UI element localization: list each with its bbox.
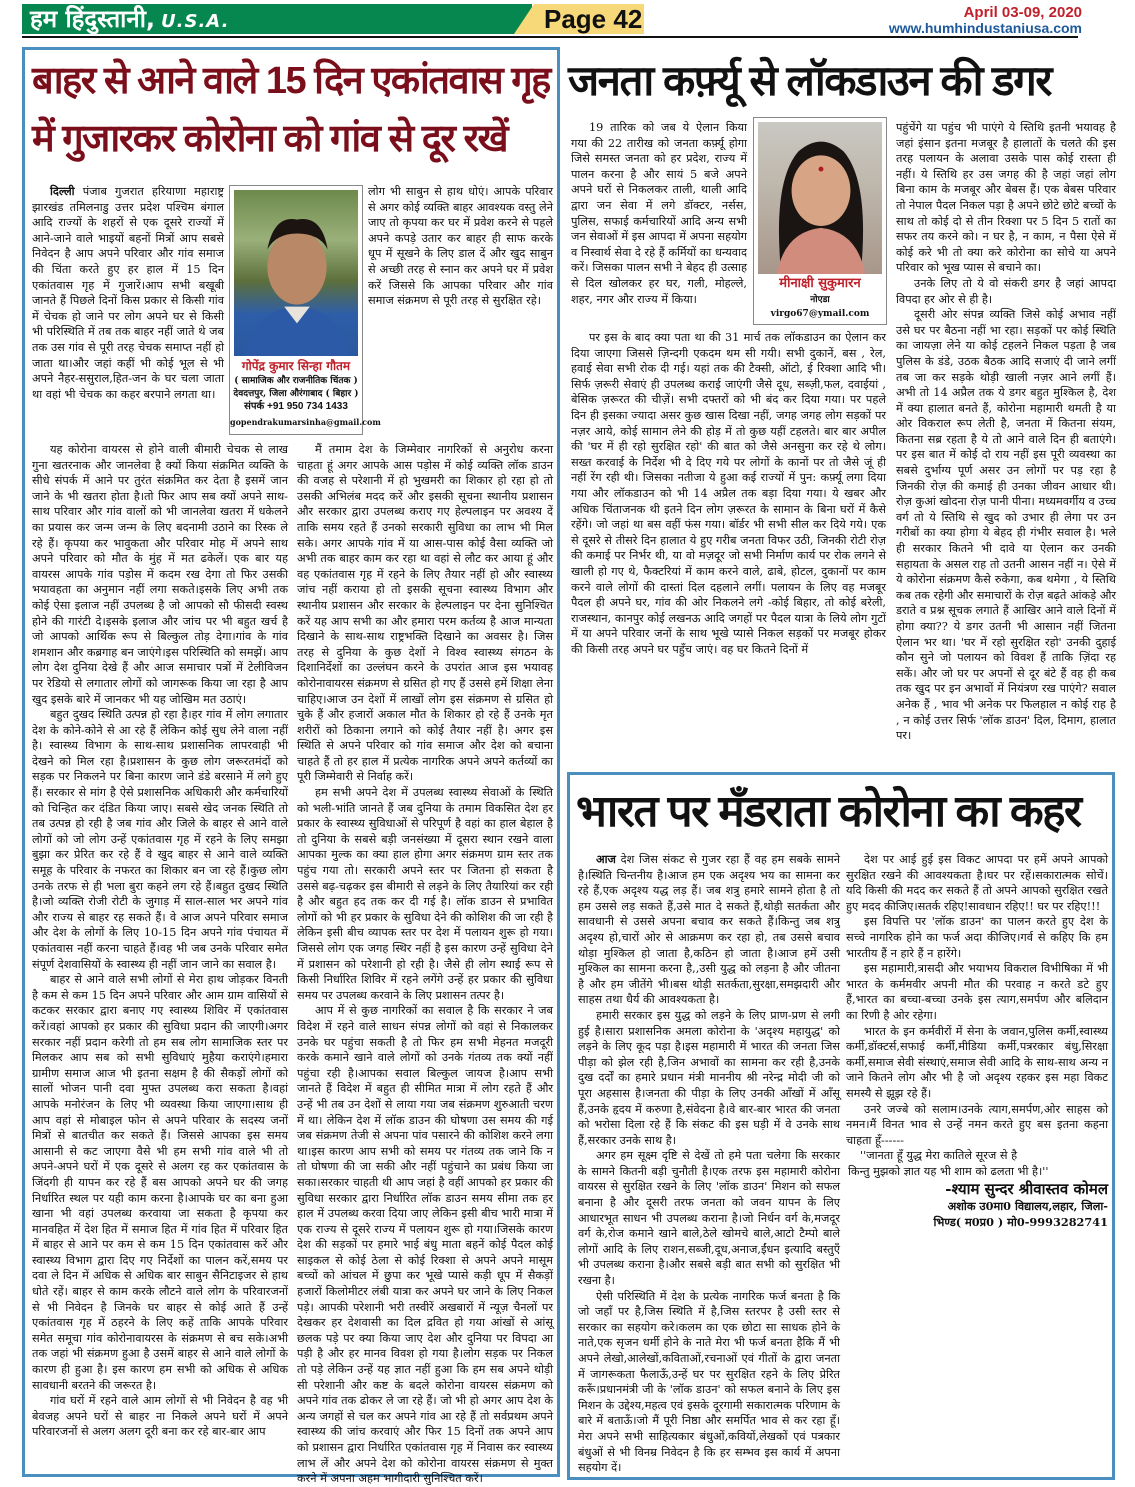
author-place: देवदत्तपुर, जिला औरंगाबाद ( बिहार ) [233,389,359,399]
article-1-column-2-top [368,184,553,436]
paragraph: पंजाब गुजरात हरियाणा महाराष्ट्र झारखंड तमिलनाडु उत्तर प्रदेश पश्चिम बंगाल आदि राज्यों के शहरों से एक दूसरे राज्यों में आने-जाने वाले भाइयों बहनों मित्रों आप सबसे निवेदन है आप अपने परिवार और गांव समाज की चिंता करते हुए हर हाल में 15 दिन एकांतवास गृह में गुजारें।आप सभी बखूबी जानते हैं पिछले दिनों किस प्रकार से किसी गांव में चेचक हो जाने पर लोग अपने घर से किसी भी परिस्थिति में तब तक बाहर नहीं जाते थे जब तक उस गांव से पूरी तरह चेचक समाप्त नहीं हो जाता था।और जहां कहीं भी कोई भूल से भी अपने नैहर-ससुराल,हित-जन के घर चला जाता था वहां भी चेचक का कहर बरपाने लगता था। [32,185,224,401]
paragraph: उनरे जज्बे को सलाम।उनके त्याग,समर्पण,ओर साहस को नमन।मैं विनत भाव से उन्हें नमन करते हुए बस इतना कहना चाहता हूँ------ [846,1102,1108,1147]
verse-line-2: किन्तु मुझको ज्ञात यह भी शाम को ढलता भी है।'' [848,1164,1049,1178]
article-1-headline-line-2: में गुजारकर कोरोना को गांव से दूर रखें [32,118,508,160]
newspaper-name [22,4,532,34]
paragraph: उनके लिए तो ये वो संकरी डगर है जहां आपदा विपदा हर ओर से ही है। [896,276,1116,306]
paragraph: आप में से कुछ नागरिकों का सवाल है कि सरकार ने जब विदेश में रहने वाले साधन संपन्न लोगों को वहां से निकालकर उनके घर पहुंचा सकती है तो फिर हम सभी मेहनत मजदूरी करके कमाने खाने वाले लोगों को उनके गंतव्य तक क्यों नहीं पहुंचा रही है।आपका सवाल बिल्कुल जायज है।आप सभी जानते हैं विदेश में बहुत ही सीमित मात्रा में लोग रहते हैं और उन्हें भी तब उन देशों से लाया गया जब संक्रमण शुरुआती चरण में था। लेकिन देश में लॉक डाउन की घोषणा उस समय की गई जब संक्रमण तेजी से अपना पांव पसारने की कोशिश करने लगा था।इस कारण आप सभी को समय पर गंतव्य तक जाने कि न तो घोषणा की जा सकी और नहीं पहुंचाने का प्रबंध किया जा सका।सरकार चाहती थी आप जहां है वहीं आपको हर प्रकार की सुविधा सरकार द्वारा निर्धारित लॉक डाउन समय सीमा तक हर हाल में उपलब्ध करवा दिया जाए लेकिन इसी बीच भारी मात्रा में एक राज्य से दूसरे राज्य में पलायन शुरू हो गया।जिसके कारण देश की सड़कों पर हमारे भाई बंधु माता बहनें कोई पैदल कोई साइकल से कोई ठेला से कोई रिक्शा से अपने अपने मासूम बच्चों को आंचल में छुपा कर भूखे प्यासे कड़ी धूप में सैकड़ों हजारों किलोमीटर लंबी यात्रा कर अपने घर जाने के लिए निकल पड़े। आपकी परेशानी भरी तस्वीरें अखबारों में न्यूज़ चैनलों पर देखकर हर देशवासी का दिल द्रवित हो गया आंखों से आंसू छलक पड़े पर क्या किया जाए देश और दुनिया पर विपदा आ पड़ी है और हर मानव विवश हो गया है।लोग सड़क पर निकल तो पड़े लेकिन उन्हें यह ज्ञात नहीं हुआ कि हम सब अपने थोड़ी सी परेशानी और कष्ट के बदले कोरोना वायरस संक्रमण को अपने गांव तक ढोकर ले जा रहे हैं। जो भी हो अगर आप देश के अन्य जगहों से चल कर अपने गांव आ रहे हैं तो सर्वप्रथम अपने स्वास्थ्य की जांच करवाएं और फिर 15 दिनों तक अपने आप को प्रशासन द्वारा निर्धारित एकांतवास गृह में निवास कर स्वास्थ्य लाभ लें और अपने देश को कोरोना वायरस संक्रमण से मुक्त करने में अपना अहम भागीदारी सुनिश्चित करें। [297,1004,553,1486]
article-1-column-1 [32,442,288,1472]
article-3-column-2 [846,852,1108,1474]
author-2-photo [758,122,882,274]
masthead-divider-shape [514,4,534,34]
paragraph: लोग भी साबुन से हाथ धोएं। आपके परिवार से अगर कोई व्यक्ति बाहर आवश्यक वस्तु लेने जाए तो कृपया कर घर में प्रवेश करने से पहले अपने कपड़े उतार कर बाहर ही साफ करके धूप में सूखने के लिए डाल दें और खुद साबुन से अच्छी तरह से स्नान कर अपने घर में प्रवेश करें जिससे कि आपका परिवार और गांव समाज संक्रमण से पूरी तरह से सुरक्षित रहे। [368,185,553,308]
signature-name: -श्याम सुन्दर श्रीवास्तव कोमल [945,1180,1108,1199]
verse-line-1: ''जानता हूँ युद्ध मेरा कातिले सूरज से है [860,1149,1018,1163]
signature-line-2: भिण्ड( म0प्र0 ) मो0-9993282741 [933,1215,1108,1230]
person-silhouette-icon [758,122,884,274]
author-role: ( सामाजिक और राजनीतिक चिंतक ) [234,376,358,386]
article-2-headline: जनता कर्फ़्यू से लॉकडाउन की डगर [568,57,1051,104]
masthead [22,4,1122,42]
paragraph: अगर हम सूक्ष्म दृष्टि से देखें तो हमे पता चलेगा कि सरकार के सामने कितनी बड़ी चुनौती है।एक तरफ इस महामारी कोरोना वायरस से सुरक्षित रखने के लिए 'लॉक डाउन' मिशन को सफल बनाना है और दूसरी तरफ जनता को जवन यापन के लिए आधारभूत साधन भी उपलब्ध कराना है।जो निर्धन वर्ग के,मजदूर वर्ग के,रोज कमाने खाने बाले,ठेले खोमचे बाले,आटो टैम्पो बाले लोगों आदि के लिए राशन,सब्जी,दूध,अनाज,ईंधन इत्यादि बस्तुएँ भी उपलब्ध कराना है।और सबसे बड़ी बात सभी को सुरक्षित भी रखना है। [578,1149,840,1288]
newspaper-suffix: U.S.A. [161,11,230,32]
paragraph: पर इस के बाद क्या पता था की 31 मार्च तक लॉकडाउन का ऐलान कर दिया जाएगा जिससे ज़िन्दगी एकदम थम सी गयी। सभी दुकानें, बस , रेल, हवाई सेवा सभी रोक दी गई। यहां तक की टैक्सी, ऑटो, ई रिक्शा आदि भी। सिर्फ ज़रूरी सेवाएं ही उपलब्ध कराई जाएंगी जैसे दूध, सब्ज़ी,फल, दवाईयां , बेसिक ज़रूरत की चीज़ें। सभी दफ्तरों को भी बंद कर दिया गया। पर पहले दिन ही इसका ज्यादा असर कुछ खास दिखा नहीं, जगह जगह लोग सड़कों पर नज़र आये, कोई सामान लेने की होड़ में तो कुछ यहीं टहलते। बार बार अपील की 'घर में ही रहो सुरक्षित रहो' की बात को जैसे अनसुना कर रहे थे लोग। सख्त करवाई के निर्देश भी दे दिए गये पर लोगों के कानों पर तो जैसे जूं ही नहीं रेंग रही थी। जिसका नतीजा ये हुआ कई राज्यों में पुन: कर्फ़्यू लगा दिया गया और लॉकडाउन को भी 14 अप्रैल तक बड़ा दिया गया। ये खबर और अधिक चिंताजनक थी इतने दिन लोग ज़रूरत के सामान के बिना घरों में कैसे रहेंगे। जो जहां था बस वहीं फंस गया। बॉर्डर भी सभी सील कर दिये गये। एक से दूसरे से तीसरे दिन हालात ये हुए गरीब जनता विफर उठी, जिनकी रोटी रोज़ की कमाई पर निर्भर थी, या वो मज़दूर जो सभी निर्माण कार्य पर रोक लगने से खाली हो गए थे, फैक्टरियां में काम करने वाले, ढाबे, होटल, दुकानों पर काम करने वाले लोगों की दास्तां दिल दहलाने लगीं। पलायन के लिए वह मजबूर पैदल ही अपने घर, गांव की ओर निकलने लगे -कोई बिहार, तो कोई बरेली, राजस्थान, कानपुर कोई लखनऊ आदि जगहों पर पैदल यात्रा के लिये लोग गुटों में या अपने परिवार जनों के साथ भूखे प्यासे निकल सड़कों पर मजबूर होकर की किसी तरह अपने घर पहुँच जाएं। वह घर कितने दिनों में [571,331,886,656]
author-contact: संपर्क +91 950 734 1433 [244,401,348,412]
paragraph: ऐसी परिस्थिति में देश के प्रत्येक नागरिक फर्ज बनता है कि जो जहाँ पर है,जिस स्थिति में है,जिस स्तरपर है उसी स्तर से सरकार का सहयोग करे।कलम का एक छोटा सा साधक होने के नाते,एक सृजन धर्मी होने के नाते मेरा भी फर्ज बनता हैकि मैं भी अपने लेखो,आलेखों,कविताओं,रचनाओं एवं गीतों के द्वारा जनता में जागरूकता फैलाऊँ,उन्हें घर पर सुरक्षित रहने के लिए प्रेरित करूँ।प्रधानमंत्री जी के 'लॉक डाउन' को सफल बनाने के लिए इस मिशन के उद्देश्य,महत्व एवं इसके दूरगामी सकारात्मक परिणाम के बारे में बताऊँ।जो मैं पूरी निष्ठा और समर्पित भाव से कर रहा हूँ।मेरा अपने सभी साहित्यकार बंधुओं,कवियों,लेखकों एवं पत्रकार बंधुओं से भी विनम्र निवेदन है कि हर सम्भव इस कार्य में अपना सहयोग दें। [578,1289,840,1475]
article-1-headline-box [32,52,552,174]
author-2-name: मीनाक्षी सुकुमारन [779,276,861,291]
author-2-photo-card [753,117,887,325]
paragraph: इस महामारी,त्रासदी और भयाभय विकराल विभीषिका में भी भारत के कर्ममवीर अपनी मौत की परवाह न करते डटे हुए हैं,भारत का बच्चा-बच्चा उनके इस त्याग,समर्पण और बलिदान का रिणी है ओर रहेगा। [846,962,1108,1022]
website-link[interactable]: www.humhindustaniusa.com [888,20,1082,36]
article-3-headline: भारत पर मँडराता कोरोना का कहर [576,787,1081,836]
article-3-column-1 [578,852,840,1474]
paragraph: हमारी सरकार इस युद्ध को लड़ने के लिए प्राण-प्रण से लगी हुई है।सारा प्रशासनिक अमला कोरोना के 'अदृश्य महायुद्ध' को लड़ने के लिए कूद पड़ा है।इस महामारी में भारत की जनता जिस पीड़ा को झेल रही है,जिन अभावों का सामना कर रही है,उनके दुख दर्दों का हमारे प्रधान मंत्री माननीय श्री नरेन्द्र मोदी जी को पूरा अहसास है।जनता की पीड़ा के लिए उनकी आँखों में आँसू हैं,उनके हृदय में करुणा है,संवेदना है।वे बार-बार भारत की जनता को भरोसा दिला रहे हैं कि संकट की इस घड़ी में वे उनके साथ हैं,सरकार उनके साथ है। [578,1008,840,1147]
paragraph: इस विपत्ति पर 'लॉक डाउन' का पालन करते हुए देश के सच्चे नागरिक होने का फर्ज अदा कीजिए।गर्व से कहिए कि हम भारतीय हैं न हारे हैं न हारेंगे। [846,915,1108,960]
author-photo [234,190,358,356]
dateline: दिल्ली [50,184,75,198]
paragraph: हम सभी अपने देश में उपलब्ध स्वास्थ्य सेवाओं के स्थिति को भली-भांति जानते हैं जब दुनिया के तमाम विकसित देश हर प्रकार के स्वास्थ्य सुविधाओं से परिपूर्ण है वहां का हाल बेहाल है तो दुनिया के सबसे बड़ी जनसंख्या में दूसरा स्थान रखने वाला आपका मुल्क का क्या हाल होगा अगर संक्रमण ग्राम स्तर तक पहुंच गया तो। सरकारी अपने स्तर पर जितना हो सकता है उससे बढ़-चढ़कर इस बीमारी से लड़ने के लिए तैयारियां कर रही है और बहुत हद तक कर दी गई है। लॉक डाउन से प्रभावित लोगों को भी हर प्रकार के सुविधा देने की कोशिश की जा रही है लेकिन इसी बीच व्यापक स्तर पर देश में पलायन शुरू हो गया।जिससे लोग एक जगह स्थिर नहीं है इस कारण उन्हें सुविधा देने में प्रशासन को परेशानी हो रही है। जैसे ही लोग स्थाई रूप से किसी निर्धारित शिविर में रहने लगेंगे उन्हें हर प्रकार की सुविधा समय पर उपलब्ध करवाने के लिए प्रशासन तत्पर है। [297,786,553,1002]
signature-line-1: अशोक उ0मा0 विद्यालय,लहार, जिला- [947,1199,1108,1214]
paragraph: मैं तमाम देश के जिम्मेवार नागरिकों से अनुरोध करना चाहता हूं अगर आपके आस पड़ोस में कोई व्यक्ति लॉक डाउन की वजह से परेशानी में हो भुखमरी का शिकार हो रहा हो तो उसकी अभिलंब मदद करें और इसकी सूचना स्थानीय प्रशासन और सरकार द्वारा उपलब्ध कराए गए हेल्पलाइन पर अवश्य दें ताकि समय रहते हैं उनको सरकारी सुविधा का लाभ भी मिल सके। अगर आपके गांव में या आस-पास कोई वैसा व्यक्ति जो अभी तक बाहर काम कर रहा था वहां से लौट कर आया हूं और वह एकांतवास गृह में रहने के लिए तैयार नहीं हो और स्वास्थ्य जांच नहीं कराया हो तो इसकी सूचना स्वास्थ्य विभाग और स्थानीय प्रशासन और सरकार के हेल्पलाइन पर देना सुनिश्चित करें यह आप सभी का और हमारा परम कर्तव्य है आज मान्यता दिखाने के साथ-साथ राष्ट्रभक्ति दिखाने का अवसर है। जिस तरह से दुनिया के कुछ देशों ने विश्व स्वास्थ्य संगठन के दिशानिर्देशों का उल्लंघन करने के उपरांत आज इस भयावह कोरोनावायरस संक्रमण से ग्रसित हो गए हैं उससे हमें शिक्षा लेना चाहिए।आज उन देशों में लाखों लोग इस संक्रमण से ग्रसित हो चुके हैं और हजारों अकाल मौत के शिकार हो रहे हैं उनके मृत शरीरों को ठिकाना लगाने को कोई तैयार नहीं है। अगर इस स्थिति से अपने परिवार को गांव समाज और देश को बचाना चाहते हैं तो हर हाल में प्रत्येक नागरिक अपने अपने कर्तव्यों का पूरी जिम्मेवारी से निर्वाह करें। [297,443,553,784]
author-2-email[interactable]: virgo67@ymail.com [770,309,870,319]
paragraph: देश पर आई हुई इस विकट आपदा पर हमें अपने आपको सुरक्षित रखने की आवश्यकता है।घर पर रहें।सकारात्मक सोचें।यदि किसी की मदद कर सकते हैं तो अपने आपको सुरक्षित रखते हुए मदद कीजिए।सतर्क रहिए!सावधान रहिए!! घर पर रहिए!!! [846,853,1108,913]
article-2-column-1 [571,330,886,766]
article-2-headline-box [568,48,1116,114]
author-photo-card [229,185,381,435]
person-silhouette-icon [234,190,360,356]
article-1-headline-line-1: बाहर से आने वाले 15 दिन एकांतवास गृह [32,60,550,102]
paragraph: यह कोरोना वायरस से होने वाली बीमारी चेचक से लाख गुना खतरनाक और जानलेवा है क्यों किया संक्रमित व्यक्ति के सीधे संपर्क में आने पर तुरंत संक्रमित कर देता है इसमें जान जाने के भी खतरा होता है।तो फिर आप सब क्यों अपने साथ-साथ परिवार और गांव वालों को भी जानलेवा खतरा में धकेलने का प्रयास कर जन्म जन्म के लिए बदनामी उठाने का रिस्क ले रहे हैं। कृपया कर भावुकता और परिवार मोह में अपने साथ अपने परिवार को मौत के मुंह में मत ढकेलें। एक बार यह वायरस आपके गांव पड़ोस में कदम रख देगा तो फिर उसकी भयावहता का अनुमान नहीं लगा सकते।इसके लिए अभी तक कोई ऐसा इलाज नहीं उपलब्ध है जो आपको सौ फीसदी स्वस्थ होने की गारंटी दे।इसके इलाज और जांच पर भी बहुत खर्च है जो आपको आर्थिक रूप से बिल्कुल तोड़ देगा।गांव के गांव शमशान और कब्रगाह बन जाएंगे।इस परिस्थिति को समझें। आप लोग देश दुनिया देखे हैं और आज समाचार पत्रों में टेलीविजन पर रेडियो से लगातार लोगों को जागरूक किया जा रहा है आप खुद इसके बारे में जानकर भी यह जोखिम मत उठाएं। [32,443,288,706]
author-email[interactable]: gopendrakumarsinha@gmail.com [230,417,381,427]
paragraph: बाहर से आने वाले सभी लोगों से मेरा हाथ जोड़कर विनती है कम से कम 15 दिन अपने परिवार और आम ग्राम वासियों से कटकर सरकार द्वारा बनाए गए स्वास्थ्य शिविर में एकांतवास करें।वहां आपको हर प्रकार की सुविधा प्रदान की जाएगी।अगर सरकार नहीं प्रदान करेगी तो हम सब लोग सामाजिक स्तर पर मिलकर आप सब को सभी सुविधाएं मुहैया कराएंगे।हमारा ग्रामीण समाज आज भी इतना सक्षम है की सैकड़ों लोगों को सालों भोजन पानी दवा मुफ्त उपलब्ध करा सकता है।वहां आपके मनोरंजन के लिए भी व्यवस्था किया जाएगा।साथ ही आप वहां से मोबाइल फोन से अपने परिवार के सदस्य जनों मित्रों से बातचीत कर सकते हैं। जिससे आपका इस समय आसानी से कट जाएगा वैसे भी हम सभी गांव वाले भी तो अपने-अपने घरों में एक दूसरे से अलग रह कर एकांतवास के जिंदगी ही यापन कर रहे हैं बस आपको अपने घर की जगह निर्धारित स्थल पर यही काम करना है।आपके घर का बना हुआ खाना भी वहां उपलब्ध करवाया जा सकता है कृपया कर मानवहित में देश हित में समाज हित में गांव हित में परिवार हित में बाहर से आने पर कम से कम 15 दिन एकांतवास करें और स्वास्थ्य विभाग द्वारा दिए गए निर्देशों का पालन करें,समय पर दवा ले दिन में अधिक से अधिक बार साबुन सैनिटाइजर से हाथ धोते रहें। बाहर से काम करके लौटने वाले लोग के परिवारजनों से भी निवेदन है जिनके घर बाहर से कोई आते हैं उन्हें एकांतवास गृह में ठहरने के लिए कहें ताकि आपके परिवार समेत समूचा गांव कोरोनावायरस के संक्रमण से बच सके।अभी तक जहां भी संक्रमण हुआ है उसमें बाहर से आने वाले लोगों के कारण ही हुआ है। इस कारण हम सभी को अधिक से अधिक सावधानी बरतने की जरूरत है। [32,973,288,1392]
paragraph: बहुत दुखद स्थिति उत्पन्न हो रहा है।हर गांव में लोग लगातार देश के कोने-कोने से आ रहे हैं लेकिन कोई सुध लेने वाला नहीं है। स्वास्थ्य विभाग के साथ-साथ प्रशासनिक लापरवाही भी देखने को मिल रहा है।प्रशासन के कुछ लोग जरूरतमंदों को सड़क पर निकलने पर बिना कारण जाने डंडे बरसाने में लगे हुए हैं। सरकार से मांग है ऐसे प्रशासनिक अधिकारी और कर्मचारियों को चिन्हित कर दंडित किया जाए। सबसे खेद जनक स्थिति तो तब उत्पन्न हो रही है जब गांव और जिले के बाहर से आने वाले लोगों को जो लोग उन्हें एकांतवास गृह में रहने के लिए समझा बुझा कर प्रेरित कर रहे हैं वे खुद बाहर से आने वाले व्यक्ति समूह के परिवार के नफरत का शिकार बन जा रहे हैं।कुछ लोग उनके तरफ से ही भला बुरा कहने लग रहे हैं।बहुत दुखद स्थिति है।जो व्यक्ति रोजी रोटी के जुगाड़ में साल-साल भर अपने गांव और राज्य से बाहर रह सकते हैं। वे आज अपने परिवार समाज और देश के लोगों के लिए 10-15 दिन अपने गांव पंचायत में एकांतवास नहीं करना चाहते हैं।वह भी जब उनके परिवार समेत संपूर्ण देशवासियों के स्वास्थ्य ही नहीं जान जाने का सवाल है। [32,708,288,971]
paragraph [578,852,840,1008]
page-number: Page 42 [534,4,644,34]
article-1-column-1-top [32,184,224,436]
newspaper-name-text: हम हिंदुस्तानी, [30,5,156,33]
masthead-rule [22,36,1078,38]
article-2-column-2 [896,120,1116,766]
paragraph: भारत के इन कर्मवीरों में सेना के जवान,पुलिस कर्मी,स्वास्थ्य कर्मी,डॉक्टर्स,सफाई कर्मी,मीडिया कर्मी,पत्ररकार बंधु,सिरक्षा कर्मी,समाज सेवी संस्थाएं,समाज सेवी आदि के साथ-साथ अन्य न जाने कितने लोग और भी है जो अदृश्य रहकर इस महा विकट समस्यै से झूझ रहे हैं। [846,1024,1108,1100]
paragraph: 19 तारिक को जब ये ऐलान किया गया की 22 तारीख को जनता कर्फ़्यू होगा जिसे समस्त जनता को हर प्रदेश, राज्य में पालन करना है और सायं 5 बजे अपने अपने घरों से निकलकर ताली, थाली आदि द्वारा जन सेवा में लगे डॉक्टर, नर्सस, पुलिस, सफाई कर्मचारियों आदि अन्य सभी जन सेवाओं में इस आपदा में अपना सहयोग व निस्वार्थ सेवा दे रहे हैं कर्मियों का धन्यवाद करें। जिसका पालन सभी ने बेहद ही उत्साह से दिल खोलकर हर घर, गली, मोहल्ले, शहर, नगर और राज्य में किया। [571,121,747,306]
paragraph-text: देश जिस संकट से गुजर रहा हैं वह हम सबके सामने है।स्थिति चिन्तनीय है।आज हम एक अदृश्य भय का सामना कर रहे हैं,एक अदृश्य यद्ध लड़ हैं। जब शत्रु हमारे सामने होता है तो हम उससे लड़ सकते हैं,उसे मात दे सकते हैं,थोड़ी सतर्कता और सावधानी से उससे अपना बचाव कर सकते हैं।किन्तु जब शत्रु अदृश्य हो,चारों ओर से आक्रमण कर रहा हो, तब उससे बचाव थोड़ा मुश्किल हो जाता है,कठिन हो जाता है।आज हमें उसी मुश्किल का सामना करना है,,उसी युद्ध को लड़ना है और जीतना है और हम जीतेंगे भी।बस थोड़ी सतर्कता,सुरक्षा,समझदारी और साहस तथा धैर्य की आवश्यकता है। [578,853,840,1007]
lead-word: आज [596,852,616,866]
paragraph: दूसरी ओर संपन्न व्यक्ति जिसे कोई अभाव नहीं उसे घर पर बैठना नहीं भा रहा। सड़कों पर कोई स्थिति का जायज़ा लेने या कोई टहलने निकल पड़ता है जब पुलिस के डंडे, उठक बैठक आदि सजाएं दी जाने लगीं तब जा कर सड़के थोड़ी खाली नज़र आने लगीं हैं। अभी तो 14 अप्रैल तक ये डगर बहुत मुश्किल है, देश में क्या हालात बनते हैं, कोरोना महामारी थमती है या ओर विकराल रूप लेती है, जनता में कितना संयम, कितना सब्र रहता है ये तो आने वाले दिन ही बताएंगे। पर इस बात में कोई दो राय नहीं इस पूरी व्यवस्था का सबसे दुर्भाग्य पूर्ण असर उन लोगों पर पड़ रहा है जिनकी रोज़ की कमाई ही उनका जीवन आधार थी। रोज़ कुआं खोदना रोज़ पानी पीना। मध्यमवर्गीय व उच्च वर्ग तो ये स्तिथि से खुद को उभार ही लेगा पर उन गरीबों का क्या होगा ये बेहद ही गंभीर सवाल है। भले ही सरकार कितने भी दावे या ऐलान कर उनकी सहायता के असल राह तो उतनी आसन नहीं न। ऐसे में ये कोरोना संक्रमण कैसे रुकेगा, कब थमेगा , ये स्तिथि कब तक रहेगी और समाचारों के रोज़ बढ़ते आंकड़े और डराते व प्रश्न सूचक लगाते हैं आखिर आने वाले दिनों में होगा क्या?? ये डगर उतनी भी आसान नहीं जितना ऐलान भर था। 'घर में रहो सुरक्षित रहो' उनकी दुहाई कौन सुने जो पलायन को विवश हैं ताकि ज़िंदा रह सकें। और जो घर पर अपनों से दूर बंटे हैं वह ही कब तक खुद पर इन अभावों में नियंत्रण रख पाएंगे? सवाल अनेक हैं , भाव भी अनेक पर फिलहाल न कोई राह है , न कोई उत्तर सिर्फ 'लॉक डाउन' दिल, दिमाग, हालात पर। [896,308,1116,743]
author-2-place: नोएडा [810,295,830,305]
paragraph: पहुंचेंगे या पहुंच भी पाएंगे ये स्तिथि इतनी भयावह है जहां इंसान इतना मजबूर है हालातों के चलते की इस तरह पलायन के अलावा उसके पास कोई रास्ता ही नहीं। ये स्तिथि हर उस जगह की है जहां जहां लोग बिना काम के मजबूर और बेबस हैं। एक बेबस परिवार तो नेपाल पैदल निकल पड़ा है अपने छोटे छोटे बच्चों के साथ तो कोई दो से तीन रिक्शा पर 5 दिन 5 रातों का सफर तय करने को। न घर है, न काम, न पैसा ऐसे में कोई करे भी तो क्या करे कोरोना का सोचे या अपने परिवार को भूख प्यास से बचाने का। [896,121,1116,275]
article-1-column-2 [297,442,553,1486]
paragraph: गांव घरों में रहने वाले आम लोगों से भी निवेदन है वह भी बेवजह अपने घरों से बाहर ना निकले अपने घरों में अपने परिवारजनों से अलग अलग दूरी बना कर रहे बार-बार आप [32,1394,288,1439]
article-3-headline-box [576,778,1108,846]
article-2-column-1-top [571,120,747,316]
author-name: गोपेंद्र कुमार सिन्हा गौतम [241,359,351,373]
issue-date: April 03-09, 2020 [963,4,1082,21]
